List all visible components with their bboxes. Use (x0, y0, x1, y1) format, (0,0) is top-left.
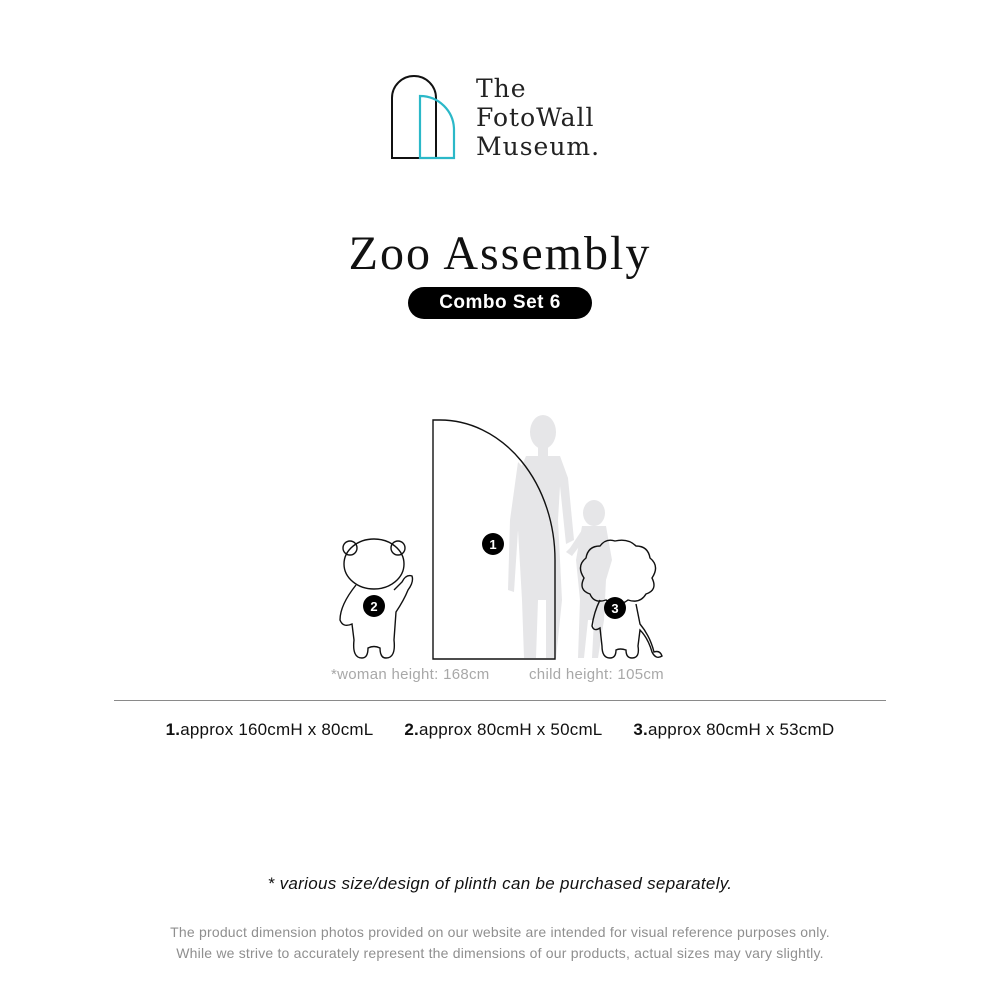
dimension-text: approx 80cmH x 53cmD (647, 720, 835, 739)
dimension-num: 1. (165, 720, 181, 739)
disclaimer (0, 922, 1000, 964)
marker-2-label: 2 (370, 599, 378, 614)
dimension-item-1 (166, 720, 374, 740)
dimension-num: 3. (633, 720, 648, 739)
dimension-text: approx 80cmH x 50cmL (418, 720, 603, 739)
dimension-item-2 (404, 720, 602, 740)
child-silhouette-icon (566, 500, 612, 658)
product-title: Zoo Assembly (348, 227, 652, 280)
dimensions-list (0, 720, 1000, 740)
brand-line-1: The (476, 74, 527, 103)
brand-line-2: FotoWall (476, 103, 595, 132)
marker-1-label: 1 (489, 537, 497, 552)
child-height-label: child height: 105cm (529, 666, 664, 683)
marker-3-label: 3 (611, 601, 619, 616)
dimension-item-3 (633, 720, 834, 740)
plinth-note: * various size/design of plinth can be purchased separately. (267, 874, 733, 893)
disclaimer-line-2: While we strive to accurately represent the dimensions of our products, actual sizes may vary slightly. (176, 945, 824, 961)
marker-2 (363, 595, 385, 617)
disclaimer-line-1: The product dimension photos provided on our website are intended for visual reference purposes only. (170, 924, 830, 940)
marker-3 (604, 597, 626, 619)
woman-height-label: *woman height: 168cm (331, 666, 490, 683)
dimension-num: 2. (404, 720, 419, 739)
brand-line-3: Museum. (476, 132, 601, 161)
divider (114, 700, 886, 701)
combo-set-badge: Combo Set 6 (408, 287, 592, 319)
dimension-text: approx 160cmH x 80cmL (180, 720, 374, 739)
woman-silhouette-icon (508, 415, 574, 658)
marker-1 (482, 533, 504, 555)
